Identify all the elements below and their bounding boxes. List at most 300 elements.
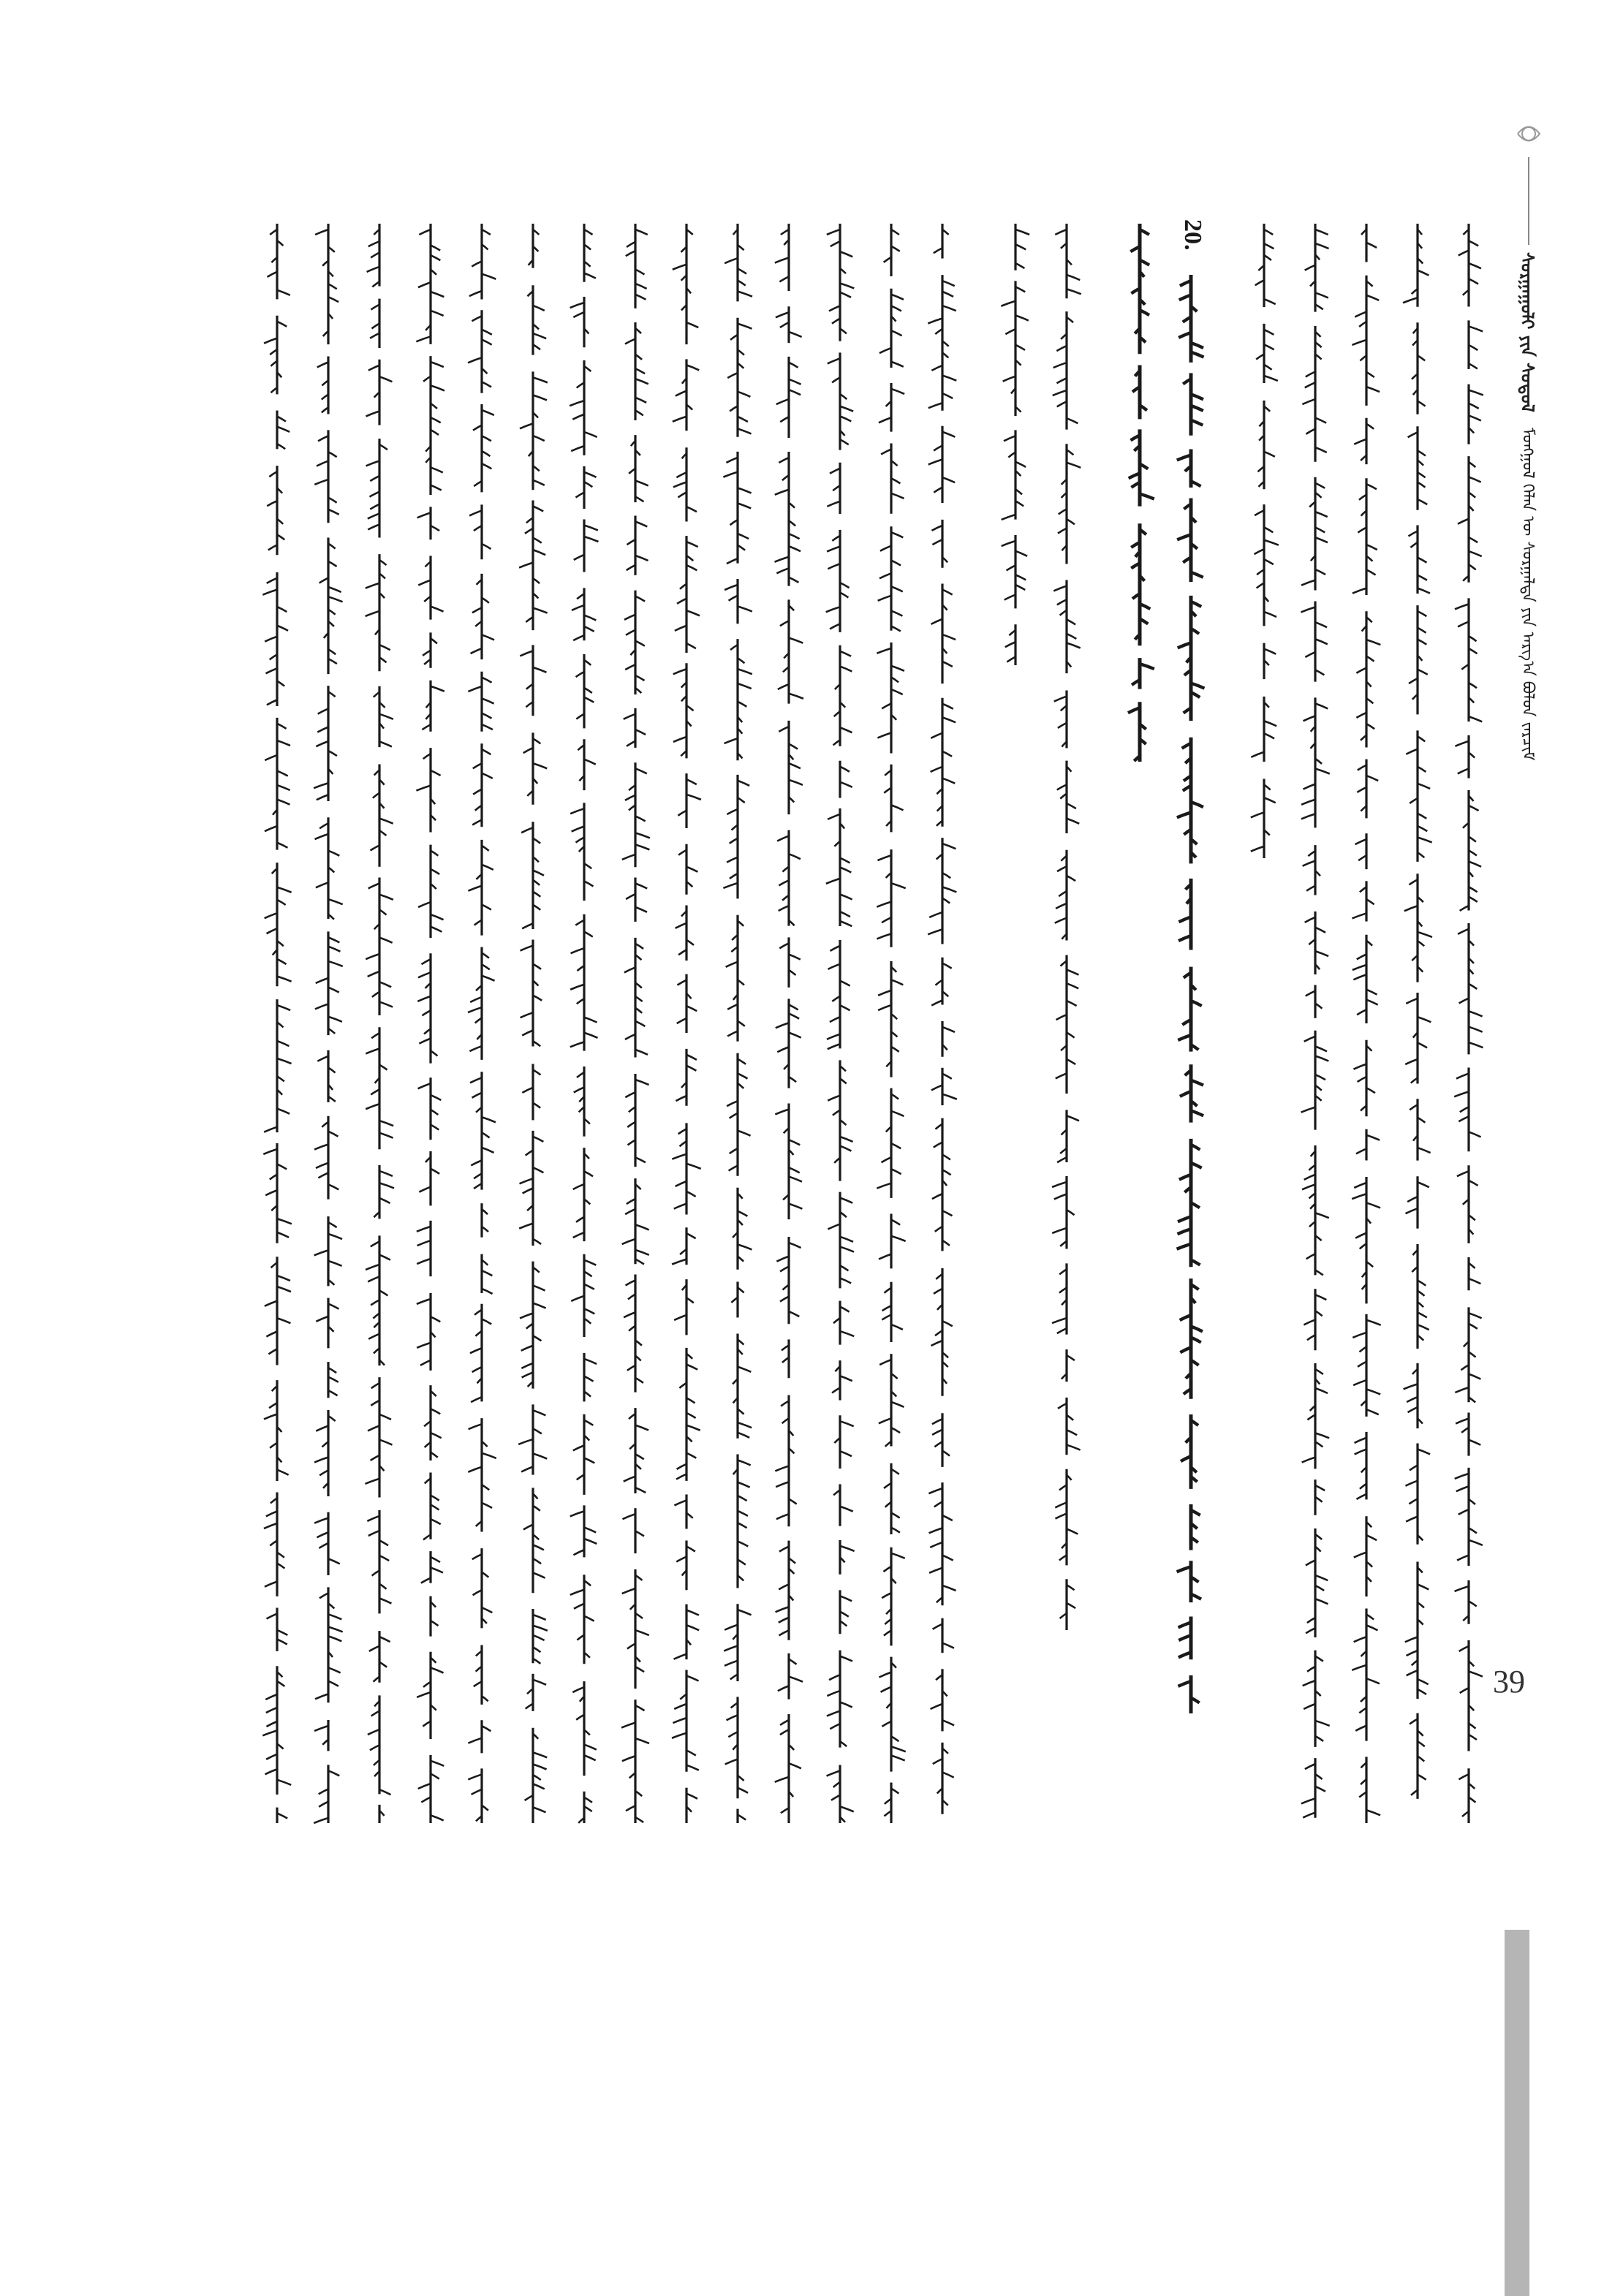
glyph-stroke — [1002, 515, 1015, 520]
glyph-stroke — [533, 1764, 547, 1769]
glyph-stroke — [1366, 1678, 1380, 1683]
glyph-stroke — [1067, 418, 1078, 423]
glyph-stroke — [828, 1224, 840, 1230]
glyph-stroke — [1307, 1667, 1315, 1672]
glyph-stroke — [725, 258, 738, 263]
glyph-stroke — [266, 1708, 277, 1713]
glyph-stroke — [533, 550, 545, 555]
glyph-stroke — [1306, 1560, 1315, 1565]
glyph-stroke — [1366, 484, 1377, 489]
glyph-stroke — [1251, 752, 1264, 757]
glyph-stroke — [840, 1376, 852, 1381]
glyph-stroke — [371, 1455, 379, 1460]
glyph-stroke — [635, 1630, 649, 1635]
glyph-stroke — [738, 1815, 746, 1820]
glyph-stroke — [1191, 394, 1203, 399]
glyph-stroke — [789, 1763, 801, 1768]
glyph-stroke — [379, 1789, 390, 1795]
glyph-stroke — [1410, 1719, 1418, 1724]
glyph-stroke — [738, 1496, 747, 1501]
glyph-stroke — [942, 477, 955, 482]
glyph-stroke — [277, 1164, 287, 1169]
glyph-stroke — [725, 1625, 738, 1630]
glyph-stroke — [474, 1183, 482, 1189]
glyph-stroke — [328, 899, 343, 904]
glyph-stroke — [431, 1761, 444, 1766]
glyph-stroke — [635, 230, 648, 235]
glyph-stroke — [1418, 1449, 1430, 1454]
glyph-stroke — [676, 923, 686, 928]
glyph-stroke — [1366, 1390, 1380, 1395]
glyph-stroke — [1358, 855, 1366, 860]
glyph-stroke — [1058, 1403, 1067, 1409]
glyph-stroke — [572, 1687, 584, 1692]
glyph-stroke — [840, 651, 851, 656]
glyph-stroke — [929, 1528, 942, 1533]
glyph-stroke — [533, 1680, 546, 1685]
glyph-stroke — [676, 1557, 686, 1562]
glyph-stroke — [776, 312, 789, 317]
glyph-stroke — [1418, 628, 1426, 633]
glyph-stroke — [1357, 954, 1366, 959]
glyph-stroke — [686, 1055, 697, 1060]
script-strokes — [357, 219, 402, 1827]
glyph-stroke — [431, 1125, 439, 1130]
glyph-stroke — [1366, 990, 1377, 995]
glyph-stroke — [1418, 1281, 1426, 1286]
glyph-stroke — [635, 284, 647, 289]
glyph-stroke — [1315, 1056, 1328, 1061]
glyph-stroke — [624, 1477, 635, 1482]
glyph-stroke — [1469, 390, 1483, 395]
glyph-stroke — [1140, 494, 1154, 499]
glyph-stroke — [570, 1042, 584, 1047]
glyph-stroke — [931, 1000, 942, 1005]
glyph-stroke — [1067, 819, 1079, 824]
glyph-stroke — [584, 697, 594, 702]
glyph-stroke — [1460, 1688, 1469, 1693]
glyph-stroke — [314, 1726, 328, 1731]
glyph-stroke — [1179, 333, 1191, 338]
glyph-stroke — [840, 1656, 852, 1662]
glyph-stroke — [268, 272, 277, 277]
glyph-stroke — [789, 694, 803, 699]
glyph-stroke — [727, 373, 738, 378]
glyph-stroke — [1178, 1681, 1191, 1686]
glyph-stroke — [418, 282, 431, 287]
glyph-stroke — [622, 855, 635, 860]
glyph-stroke — [1056, 1015, 1067, 1020]
glyph-stroke — [672, 1154, 686, 1159]
glyph-stroke — [277, 1219, 292, 1224]
glyph-stroke — [738, 281, 746, 286]
glyph-stroke — [840, 1137, 853, 1142]
glyph-stroke — [318, 1172, 328, 1178]
glyph-stroke — [1264, 376, 1278, 381]
glyph-stroke — [1455, 1586, 1469, 1591]
glyph-stroke — [627, 741, 635, 746]
glyph-stroke — [780, 621, 789, 626]
glyph-stroke — [730, 874, 738, 879]
glyph-stroke — [1315, 1433, 1329, 1438]
glyph-stroke — [1456, 1419, 1469, 1424]
glyph-stroke — [738, 428, 752, 433]
glyph-stroke — [1405, 1481, 1418, 1486]
glyph-stroke — [1067, 1529, 1078, 1534]
glyph-stroke — [318, 436, 328, 441]
glyph-stroke — [781, 1808, 789, 1813]
glyph-stroke — [571, 948, 584, 953]
glyph-stroke — [738, 1542, 748, 1547]
glyph-stroke — [678, 492, 686, 497]
glyph-stroke — [891, 330, 902, 336]
glyph-stroke — [265, 637, 277, 642]
glyph-stroke — [584, 932, 593, 937]
glyph-stroke — [519, 1224, 533, 1229]
glyph-stroke — [840, 406, 853, 412]
glyph-stroke — [932, 539, 942, 545]
script-strokes — [1044, 219, 1089, 1634]
glyph-stroke — [1418, 1679, 1429, 1684]
glyph-stroke — [328, 1390, 338, 1395]
glyph-stroke — [686, 1006, 697, 1011]
glyph-stroke — [1355, 839, 1366, 844]
glyph-stroke — [474, 526, 482, 531]
glyph-stroke — [942, 376, 956, 381]
glyph-stroke — [1178, 643, 1191, 648]
glyph-stroke — [1315, 537, 1328, 542]
glyph-stroke — [942, 590, 953, 595]
glyph-stroke — [891, 1469, 899, 1474]
glyph-stroke — [1469, 240, 1478, 246]
glyph-stroke — [482, 436, 491, 441]
text-line — [920, 219, 965, 1842]
glyph-stroke — [1057, 784, 1067, 789]
glyph-stroke — [878, 1005, 891, 1010]
glyph-stroke — [1304, 716, 1315, 721]
glyph-stroke — [328, 1626, 343, 1632]
glyph-stroke — [520, 1313, 533, 1318]
glyph-stroke — [368, 514, 379, 519]
glyph-stroke — [482, 274, 496, 279]
glyph-stroke — [1191, 1110, 1203, 1115]
glyph-stroke — [1191, 1080, 1203, 1086]
glyph-stroke — [1306, 886, 1315, 891]
glyph-stroke — [1352, 1665, 1366, 1670]
glyph-stroke — [686, 1398, 695, 1403]
glyph-stroke — [942, 1027, 955, 1032]
glyph-stroke — [1067, 463, 1081, 468]
glyph-stroke — [366, 1048, 379, 1053]
glyph-stroke — [1418, 611, 1426, 616]
glyph-stroke — [624, 1312, 635, 1317]
glyph-stroke — [520, 423, 533, 428]
glyph-stroke — [521, 1012, 533, 1018]
glyph-stroke — [635, 269, 644, 274]
glyph-stroke — [522, 1031, 533, 1036]
glyph-stroke — [431, 914, 444, 920]
glyph-stroke — [1015, 462, 1026, 467]
glyph-stroke — [265, 913, 277, 918]
glyph-stroke — [584, 230, 592, 235]
glyph-stroke — [262, 1730, 277, 1735]
glyph-stroke — [686, 1546, 695, 1551]
glyph-stroke — [942, 292, 953, 297]
glyph-stroke — [533, 306, 545, 311]
glyph-stroke — [882, 1157, 891, 1162]
glyph-stroke — [942, 1773, 954, 1778]
glyph-stroke — [575, 493, 584, 498]
script-strokes — [715, 219, 760, 1827]
glyph-stroke — [877, 902, 891, 907]
glyph-stroke — [931, 767, 942, 772]
glyph-stroke — [482, 1319, 491, 1324]
glyph-stroke — [686, 795, 701, 800]
glyph-stroke — [879, 417, 891, 423]
glyph-stroke — [635, 1021, 645, 1026]
glyph-stroke — [931, 365, 942, 371]
glyph-stroke — [1469, 477, 1481, 482]
glyph-stroke — [1059, 509, 1067, 514]
glyph-stroke — [738, 1460, 751, 1465]
glyph-stroke — [1409, 678, 1418, 683]
glyph-stroke — [674, 1204, 686, 1209]
glyph-stroke — [840, 912, 850, 917]
glyph-stroke — [789, 379, 801, 384]
glyph-stroke — [1053, 363, 1067, 368]
glyph-stroke — [533, 395, 547, 400]
glyph-stroke — [1067, 1355, 1075, 1360]
glyph-stroke — [482, 1607, 492, 1613]
glyph-stroke — [635, 596, 645, 602]
glyph-stroke — [317, 363, 328, 368]
script-strokes — [510, 219, 556, 1827]
glyph-stroke — [1054, 1194, 1067, 1200]
glyph-stroke — [1469, 345, 1478, 350]
glyph-stroke — [1055, 1514, 1067, 1519]
glyph-stroke — [368, 1334, 379, 1339]
glyph-stroke — [418, 1083, 431, 1088]
glyph-stroke — [789, 1311, 799, 1316]
glyph-stroke — [1455, 741, 1469, 746]
glyph-stroke — [678, 811, 686, 816]
glyph-stroke — [369, 1646, 379, 1651]
text-line — [306, 219, 351, 1842]
glyph-stroke — [533, 1775, 541, 1780]
glyph-stroke — [932, 1419, 942, 1424]
glyph-stroke — [635, 398, 646, 403]
glyph-stroke — [1404, 1384, 1418, 1389]
glyph-stroke — [1067, 643, 1081, 648]
glyph-stroke — [584, 1458, 594, 1463]
glyph-stroke — [779, 727, 789, 732]
glyph-stroke — [431, 1095, 441, 1100]
glyph-stroke — [1366, 295, 1379, 300]
glyph-stroke — [314, 1518, 328, 1523]
glyph-stroke — [738, 1059, 746, 1064]
glyph-stroke — [776, 1257, 789, 1262]
glyph-stroke — [1315, 512, 1328, 517]
glyph-stroke — [379, 938, 393, 943]
glyph-stroke — [471, 648, 482, 653]
glyph-stroke — [635, 730, 646, 735]
glyph-stroke — [635, 1224, 649, 1230]
glyph-stroke — [1015, 230, 1029, 235]
glyph-stroke — [533, 538, 542, 543]
glyph-stroke — [882, 1315, 891, 1320]
glyph-stroke — [573, 1232, 584, 1238]
glyph-stroke — [1456, 1074, 1469, 1079]
glyph-stroke — [474, 1681, 482, 1686]
glyph-stroke — [840, 1331, 854, 1336]
page-number: 39 — [1493, 1664, 1525, 1700]
glyph-stroke — [570, 985, 584, 990]
glyph-stroke — [1458, 519, 1469, 524]
glyph-stroke — [675, 626, 686, 631]
glyph-stroke — [328, 751, 337, 756]
glyph-stroke — [840, 1146, 851, 1151]
glyph-stroke — [1409, 1499, 1418, 1504]
glyph-stroke — [328, 561, 337, 567]
glyph-stroke — [635, 1050, 648, 1055]
glyph-stroke — [1067, 803, 1076, 808]
glyph-stroke — [1005, 329, 1015, 334]
glyph-stroke — [931, 619, 942, 624]
glyph-stroke — [789, 1677, 803, 1682]
glyph-stroke — [431, 1815, 444, 1820]
glyph-stroke — [891, 532, 903, 537]
glyph-stroke — [584, 1284, 594, 1289]
glyph-stroke — [891, 1513, 900, 1518]
question-number: 20. — [1179, 219, 1206, 251]
glyph-stroke — [1366, 545, 1377, 550]
glyph-stroke — [264, 1127, 277, 1132]
glyph-stroke — [832, 319, 840, 324]
glyph-stroke — [1056, 903, 1067, 909]
glyph-stroke — [942, 1170, 951, 1175]
glyph-stroke — [431, 607, 444, 612]
glyph-stroke — [879, 1672, 891, 1678]
glyph-stroke — [686, 1750, 696, 1755]
glyph-stroke — [942, 1720, 954, 1725]
glyph-stroke — [1355, 1233, 1366, 1238]
glyph-stroke — [533, 1335, 541, 1341]
glyph-stroke — [328, 1132, 338, 1137]
glyph-stroke — [891, 1047, 899, 1052]
glyph-stroke — [1366, 1202, 1380, 1208]
glyph-stroke — [1459, 999, 1469, 1004]
glyph-stroke — [686, 1675, 699, 1681]
glyph-stroke — [727, 1031, 738, 1037]
glyph-stroke — [625, 1092, 635, 1097]
glyph-stroke — [1315, 1369, 1323, 1374]
glyph-stroke — [267, 501, 277, 506]
glyph-stroke — [1352, 1333, 1366, 1338]
glyph-stroke — [328, 947, 340, 952]
glyph-stroke — [366, 611, 379, 616]
glyph-stroke — [1264, 299, 1276, 304]
glyph-stroke — [1418, 558, 1426, 563]
glyph-stroke — [635, 295, 646, 300]
glyph-stroke — [571, 446, 584, 451]
glyph-stroke — [328, 988, 339, 993]
glyph-stroke — [1354, 1553, 1366, 1558]
glyph-stroke — [673, 265, 686, 270]
glyph-stroke — [472, 1367, 482, 1372]
glyph-stroke — [471, 1160, 482, 1165]
glyph-stroke — [267, 1614, 277, 1619]
glyph-stroke — [1315, 928, 1325, 933]
glyph-stroke — [328, 498, 337, 503]
glyph-stroke — [1354, 1637, 1366, 1642]
glyph-stroke — [328, 937, 339, 942]
glyph-stroke — [942, 1585, 956, 1591]
glyph-stroke — [1067, 275, 1080, 280]
glyph-stroke — [827, 1691, 840, 1696]
glyph-stroke — [1407, 1651, 1418, 1656]
glyph-stroke — [779, 276, 789, 281]
glyph-stroke — [1418, 932, 1432, 937]
glyph-stroke — [1457, 1556, 1469, 1561]
text-line — [561, 219, 607, 1842]
glyph-stroke — [1469, 1374, 1480, 1379]
glyph-stroke — [1366, 1135, 1380, 1140]
glyph-stroke — [1056, 378, 1067, 383]
glyph-stroke — [624, 967, 635, 972]
glyph-stroke — [730, 1113, 738, 1118]
glyph-stroke — [421, 1797, 431, 1803]
glyph-stroke — [1469, 279, 1478, 284]
glyph-stroke — [370, 492, 379, 497]
glyph-stroke — [469, 1046, 482, 1051]
glyph-stroke — [584, 1376, 594, 1382]
glyph-stroke — [727, 809, 738, 814]
glyph-stroke — [877, 1183, 891, 1189]
glyph-stroke — [277, 800, 290, 805]
glyph-stroke — [942, 662, 953, 667]
glyph-stroke — [522, 1088, 533, 1093]
script-strokes — [766, 219, 812, 1827]
glyph-stroke — [891, 306, 901, 311]
glyph-stroke — [780, 322, 789, 327]
glyph-stroke — [319, 1543, 328, 1548]
glyph-stroke — [277, 785, 290, 790]
glyph-stroke — [635, 844, 649, 849]
glyph-stroke — [1315, 1599, 1328, 1604]
glyph-stroke — [1303, 1681, 1315, 1686]
glyph-stroke — [328, 1636, 341, 1641]
glyph-stroke — [789, 363, 798, 368]
glyph-stroke — [1264, 649, 1276, 654]
glyph-stroke — [482, 463, 491, 469]
glyph-stroke — [1407, 1397, 1418, 1402]
text-line — [1344, 219, 1389, 1842]
glyph-stroke — [1315, 1270, 1323, 1275]
glyph-stroke — [533, 1615, 546, 1620]
text-line — [613, 219, 658, 1842]
glyph-stroke — [1191, 572, 1203, 577]
glyph-stroke — [1315, 1213, 1329, 1218]
glyph-stroke — [319, 1789, 328, 1794]
glyph-stroke — [891, 561, 901, 566]
glyph-stroke — [379, 895, 393, 900]
glyph-stroke — [840, 867, 851, 872]
glyph-stroke — [1005, 642, 1015, 647]
glyph-stroke — [328, 1558, 340, 1564]
glyph-stroke — [584, 1308, 594, 1314]
glyph-stroke — [738, 1482, 750, 1488]
glyph-stroke — [1015, 501, 1024, 506]
